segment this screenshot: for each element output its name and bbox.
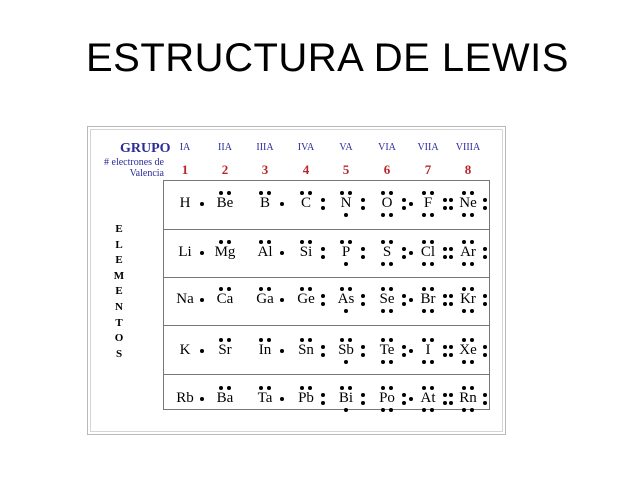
valence-electron-dot: [389, 408, 393, 412]
valence-electron-dot: [449, 353, 453, 357]
valence-electron-dot: [300, 287, 304, 291]
valence-electron-dot: [280, 298, 284, 302]
valence-electron-dot: [340, 287, 344, 291]
valence-electron-dot: [389, 386, 393, 390]
group-header: IVA: [297, 142, 315, 153]
valence-electron-dot: [259, 338, 263, 342]
element-symbol: Ne: [459, 195, 477, 211]
elementos-vertical-label: [112, 222, 126, 362]
valence-electron-dot: [449, 302, 453, 306]
valence-electron-dot: [430, 262, 434, 266]
valence-electron-dot: [321, 247, 325, 251]
valence-electron-dot: [462, 191, 466, 195]
valence-electron-dot: [443, 255, 447, 259]
element-symbol: Ta: [257, 390, 273, 406]
element-symbol: P: [341, 244, 351, 260]
valence-electron-dot: [483, 401, 487, 405]
valence-electron-dot: [300, 191, 304, 195]
valence-electron-dot: [422, 338, 426, 342]
valence-electron-dot: [361, 206, 365, 210]
valence-electron-dot: [381, 240, 385, 244]
valence-electron-dot: [430, 213, 434, 217]
valence-electron-dot: [449, 345, 453, 349]
element-symbol: Bi: [338, 390, 354, 406]
valence-electron-dot: [389, 287, 393, 291]
valence-number: 2: [221, 162, 229, 177]
valence-electron-dot: [321, 353, 325, 357]
elementos-letter: S: [115, 347, 123, 360]
element-symbol: Ar: [460, 244, 476, 260]
valence-electron-dot: [402, 401, 406, 405]
element-symbol: Ga: [256, 291, 274, 307]
valence-electron-dot: [422, 408, 426, 412]
valence-electron-dot: [402, 198, 406, 202]
valence-electron-dot: [402, 345, 406, 349]
element-symbol: At: [420, 390, 436, 406]
valence-electron-dot: [227, 386, 231, 390]
valence-electron-dot: [280, 251, 284, 255]
valence-electron-dot: [267, 287, 271, 291]
element-symbol: Sr: [218, 342, 232, 358]
element-symbol: Rn: [459, 390, 477, 406]
element-symbol: Li: [178, 244, 192, 260]
elementos-letter: E: [115, 285, 123, 298]
valence-electron-dot: [483, 255, 487, 259]
valence-electron-dot: [443, 353, 447, 357]
element-symbol: Se: [379, 291, 395, 307]
valence-electron-dot: [422, 240, 426, 244]
valence-electron-dot: [470, 338, 474, 342]
valence-electron-dot: [321, 294, 325, 298]
valence-electron-dot: [483, 393, 487, 397]
element-symbol: As: [337, 291, 355, 307]
valence-electron-dot: [200, 202, 204, 206]
valence-electron-dot: [462, 262, 466, 266]
group-header: IA: [179, 142, 191, 153]
elementos-letter: E: [115, 254, 123, 267]
element-symbol: Al: [257, 244, 273, 260]
valence-electron-dot: [409, 251, 413, 255]
valence-number: 8: [464, 162, 472, 177]
valence-electron-dot: [402, 206, 406, 210]
valence-electron-dot: [219, 338, 223, 342]
valence-electron-dot: [321, 393, 325, 397]
element-symbol: I: [425, 342, 431, 358]
elementos-letter: N: [115, 300, 123, 313]
valence-electron-dot: [348, 240, 352, 244]
element-symbol: Na: [176, 291, 194, 307]
element-symbol: Rb: [176, 390, 194, 406]
elementos-letter: T: [115, 316, 123, 329]
valence-electron-dot: [321, 345, 325, 349]
valence-electron-dot: [430, 191, 434, 195]
valence-electron-dot: [300, 338, 304, 342]
valence-electron-dot: [308, 386, 312, 390]
valence-electron-dot: [259, 287, 263, 291]
valence-electron-dot: [443, 247, 447, 251]
valence-electron-dot: [470, 360, 474, 364]
valence-electron-dot: [483, 247, 487, 251]
valence-electron-dot: [219, 240, 223, 244]
valence-electron-dot: [389, 309, 393, 313]
valence-electron-dot: [259, 240, 263, 244]
valence-electron-dot: [449, 247, 453, 251]
valence-electron-dot: [361, 198, 365, 202]
valence-electron-dot: [409, 202, 413, 206]
valence-electron-dot: [348, 287, 352, 291]
valence-electron-dot: [470, 262, 474, 266]
valence-electron-dot: [389, 240, 393, 244]
element-symbol: Po: [379, 390, 395, 406]
element-symbol: Be: [216, 195, 234, 211]
valence-electron-dot: [361, 294, 365, 298]
element-symbol: In: [258, 342, 272, 358]
valence-electron-dot: [422, 191, 426, 195]
valence-electron-dot: [483, 294, 487, 298]
valence-electron-dot: [300, 240, 304, 244]
slide-title: ESTRUCTURA DE LEWIS: [86, 36, 569, 80]
valence-electron-dot: [361, 302, 365, 306]
valence-electron-dot: [462, 240, 466, 244]
valence-electron-dot: [381, 309, 385, 313]
valence-electron-dot: [422, 360, 426, 364]
grupo-label: GRUPO: [120, 141, 171, 156]
valence-electron-dot: [470, 386, 474, 390]
valence-electrons-label: [96, 157, 164, 179]
element-symbol: Te: [379, 342, 395, 358]
element-symbol: C: [300, 195, 311, 211]
group-header: VIA: [378, 142, 396, 153]
valence-electron-dot: [483, 353, 487, 357]
valence-electron-dot: [389, 360, 393, 364]
valence-electron-dot: [321, 302, 325, 306]
valence-electron-dot: [200, 397, 204, 401]
valence-electron-dot: [402, 247, 406, 251]
valence-electron-dot: [449, 206, 453, 210]
valence-electron-dot: [483, 206, 487, 210]
element-symbol: Sn: [298, 342, 314, 358]
valence-electron-dot: [267, 191, 271, 195]
element-symbol: Kr: [460, 291, 476, 307]
valence-electron-dot: [219, 287, 223, 291]
valence-electron-dot: [449, 255, 453, 259]
valence-electron-dot: [409, 397, 413, 401]
valence-electron-dot: [470, 240, 474, 244]
valence-electron-dot: [381, 360, 385, 364]
valence-electron-dot: [361, 247, 365, 251]
element-symbol: S: [382, 244, 392, 260]
elementos-letter: M: [113, 269, 125, 282]
valence-electron-dot: [381, 213, 385, 217]
element-symbol: Xe: [459, 342, 477, 358]
valence-electron-dot: [227, 240, 231, 244]
valence-electron-dot: [308, 240, 312, 244]
valence-electron-dot: [470, 408, 474, 412]
valence-electron-dot: [422, 262, 426, 266]
valence-electron-dot: [443, 393, 447, 397]
valence-electron-dot: [219, 191, 223, 195]
valence-electron-dot: [462, 309, 466, 313]
valence-electron-dot: [344, 309, 348, 313]
valence-electron-dot: [361, 353, 365, 357]
valence-electron-dot: [422, 287, 426, 291]
valence-electron-dot: [422, 309, 426, 313]
element-symbol: Cl: [420, 244, 436, 260]
valence-electron-dot: [483, 198, 487, 202]
group-header: VIIIA: [455, 142, 481, 153]
valence-electron-dot: [308, 287, 312, 291]
element-symbol: Ca: [216, 291, 234, 307]
valence-electron-dot: [443, 302, 447, 306]
valence-electron-dot: [381, 408, 385, 412]
valence-electron-dot: [422, 386, 426, 390]
valence-electron-dot: [402, 302, 406, 306]
valence-electron-dot: [443, 345, 447, 349]
valence-electron-dot: [443, 294, 447, 298]
valence-electron-dot: [389, 262, 393, 266]
valence-electron-dot: [381, 386, 385, 390]
valence-electron-dot: [361, 345, 365, 349]
valence-number: 4: [302, 162, 310, 177]
valence-electron-dot: [470, 191, 474, 195]
valence-electron-dot: [308, 191, 312, 195]
element-symbol: Si: [299, 244, 313, 260]
valence-electron-dot: [361, 255, 365, 259]
valence-label-line-2: Valencia: [129, 168, 164, 179]
valence-electron-dot: [409, 349, 413, 353]
valence-number: 1: [181, 162, 189, 177]
valence-electron-dot: [300, 386, 304, 390]
valence-electron-dot: [280, 349, 284, 353]
valence-electron-dot: [381, 191, 385, 195]
valence-electron-dot: [348, 386, 352, 390]
valence-electron-dot: [462, 408, 466, 412]
valence-electron-dot: [321, 198, 325, 202]
element-symbol: Sb: [338, 342, 354, 358]
element-symbol: Br: [420, 291, 436, 307]
valence-electron-dot: [321, 401, 325, 405]
valence-electron-dot: [422, 213, 426, 217]
valence-electron-dot: [321, 206, 325, 210]
valence-electron-dot: [227, 191, 231, 195]
valence-electron-dot: [430, 309, 434, 313]
valence-electron-dot: [462, 338, 466, 342]
element-symbol: O: [381, 195, 393, 211]
elementos-letter: E: [115, 223, 123, 235]
valence-electron-dot: [344, 360, 348, 364]
valence-electron-dot: [389, 213, 393, 217]
valence-electron-dot: [462, 213, 466, 217]
element-symbol: Ge: [297, 291, 315, 307]
element-symbol: Pb: [298, 390, 314, 406]
valence-electron-dot: [381, 262, 385, 266]
valence-electron-dot: [443, 206, 447, 210]
valence-electron-dot: [361, 401, 365, 405]
elementos-letter: L: [115, 238, 123, 251]
valence-electron-dot: [280, 202, 284, 206]
group-header: VIIA: [417, 142, 439, 153]
valence-electron-dot: [344, 262, 348, 266]
element-symbol: K: [179, 342, 191, 358]
valence-electron-dot: [259, 191, 263, 195]
valence-electron-dot: [280, 397, 284, 401]
valence-electron-dot: [361, 393, 365, 397]
valence-electron-dot: [381, 338, 385, 342]
valence-electron-dot: [340, 386, 344, 390]
valence-electron-dot: [430, 408, 434, 412]
valence-electron-dot: [340, 191, 344, 195]
element-symbol: H: [179, 195, 191, 211]
valence-electron-dot: [267, 338, 271, 342]
valence-electron-dot: [449, 401, 453, 405]
valence-electron-dot: [321, 255, 325, 259]
valence-electron-dot: [200, 251, 204, 255]
valence-number: 3: [261, 162, 269, 177]
valence-electron-dot: [402, 393, 406, 397]
row-divider: [163, 325, 490, 326]
valence-electron-dot: [340, 338, 344, 342]
valence-electron-dot: [449, 198, 453, 202]
valence-electron-dot: [470, 309, 474, 313]
valence-electron-dot: [219, 386, 223, 390]
valence-electron-dot: [462, 287, 466, 291]
valence-electron-dot: [483, 302, 487, 306]
group-header: IIA: [218, 142, 232, 153]
element-symbol: F: [423, 195, 433, 211]
element-symbol: N: [340, 195, 352, 211]
valence-electron-dot: [462, 386, 466, 390]
valence-electron-dot: [402, 294, 406, 298]
valence-electron-dot: [227, 338, 231, 342]
valence-electron-dot: [348, 191, 352, 195]
elementos-letter: O: [114, 332, 124, 345]
valence-electron-dot: [430, 360, 434, 364]
valence-electron-dot: [462, 360, 466, 364]
row-divider: [163, 374, 490, 375]
element-symbol: B: [259, 195, 270, 211]
valence-electron-dot: [430, 386, 434, 390]
valence-electron-dot: [430, 287, 434, 291]
valence-electron-dot: [267, 386, 271, 390]
element-symbol: Mg: [214, 244, 236, 260]
valence-electron-dot: [200, 298, 204, 302]
valence-electron-dot: [389, 338, 393, 342]
valence-electron-dot: [344, 408, 348, 412]
valence-electron-dot: [402, 255, 406, 259]
valence-electron-dot: [381, 287, 385, 291]
element-symbol: Ba: [216, 390, 234, 406]
row-divider: [163, 277, 490, 278]
valence-electron-dot: [200, 349, 204, 353]
valence-electron-dot: [409, 298, 413, 302]
valence-electron-dot: [470, 287, 474, 291]
valence-electron-dot: [348, 338, 352, 342]
valence-electron-dot: [344, 213, 348, 217]
valence-electron-dot: [430, 338, 434, 342]
valence-electron-dot: [483, 345, 487, 349]
valence-electron-dot: [430, 240, 434, 244]
valence-electron-dot: [267, 240, 271, 244]
valence-electron-dot: [443, 198, 447, 202]
valence-electron-dot: [470, 213, 474, 217]
valence-number: 5: [342, 162, 350, 177]
valence-electron-dot: [308, 338, 312, 342]
valence-electron-dot: [449, 393, 453, 397]
valence-electron-dot: [402, 353, 406, 357]
valence-electron-dot: [227, 287, 231, 291]
valence-electron-dot: [449, 294, 453, 298]
group-header: IIIA: [256, 142, 274, 153]
valence-electron-dot: [443, 401, 447, 405]
valence-label-line-1: # electrones de: [104, 157, 164, 168]
valence-electron-dot: [340, 240, 344, 244]
group-header: VA: [339, 142, 353, 153]
valence-electron-dot: [389, 191, 393, 195]
valence-number: 6: [383, 162, 391, 177]
row-divider: [163, 229, 490, 230]
valence-electron-dot: [259, 386, 263, 390]
valence-number: 7: [424, 162, 432, 177]
